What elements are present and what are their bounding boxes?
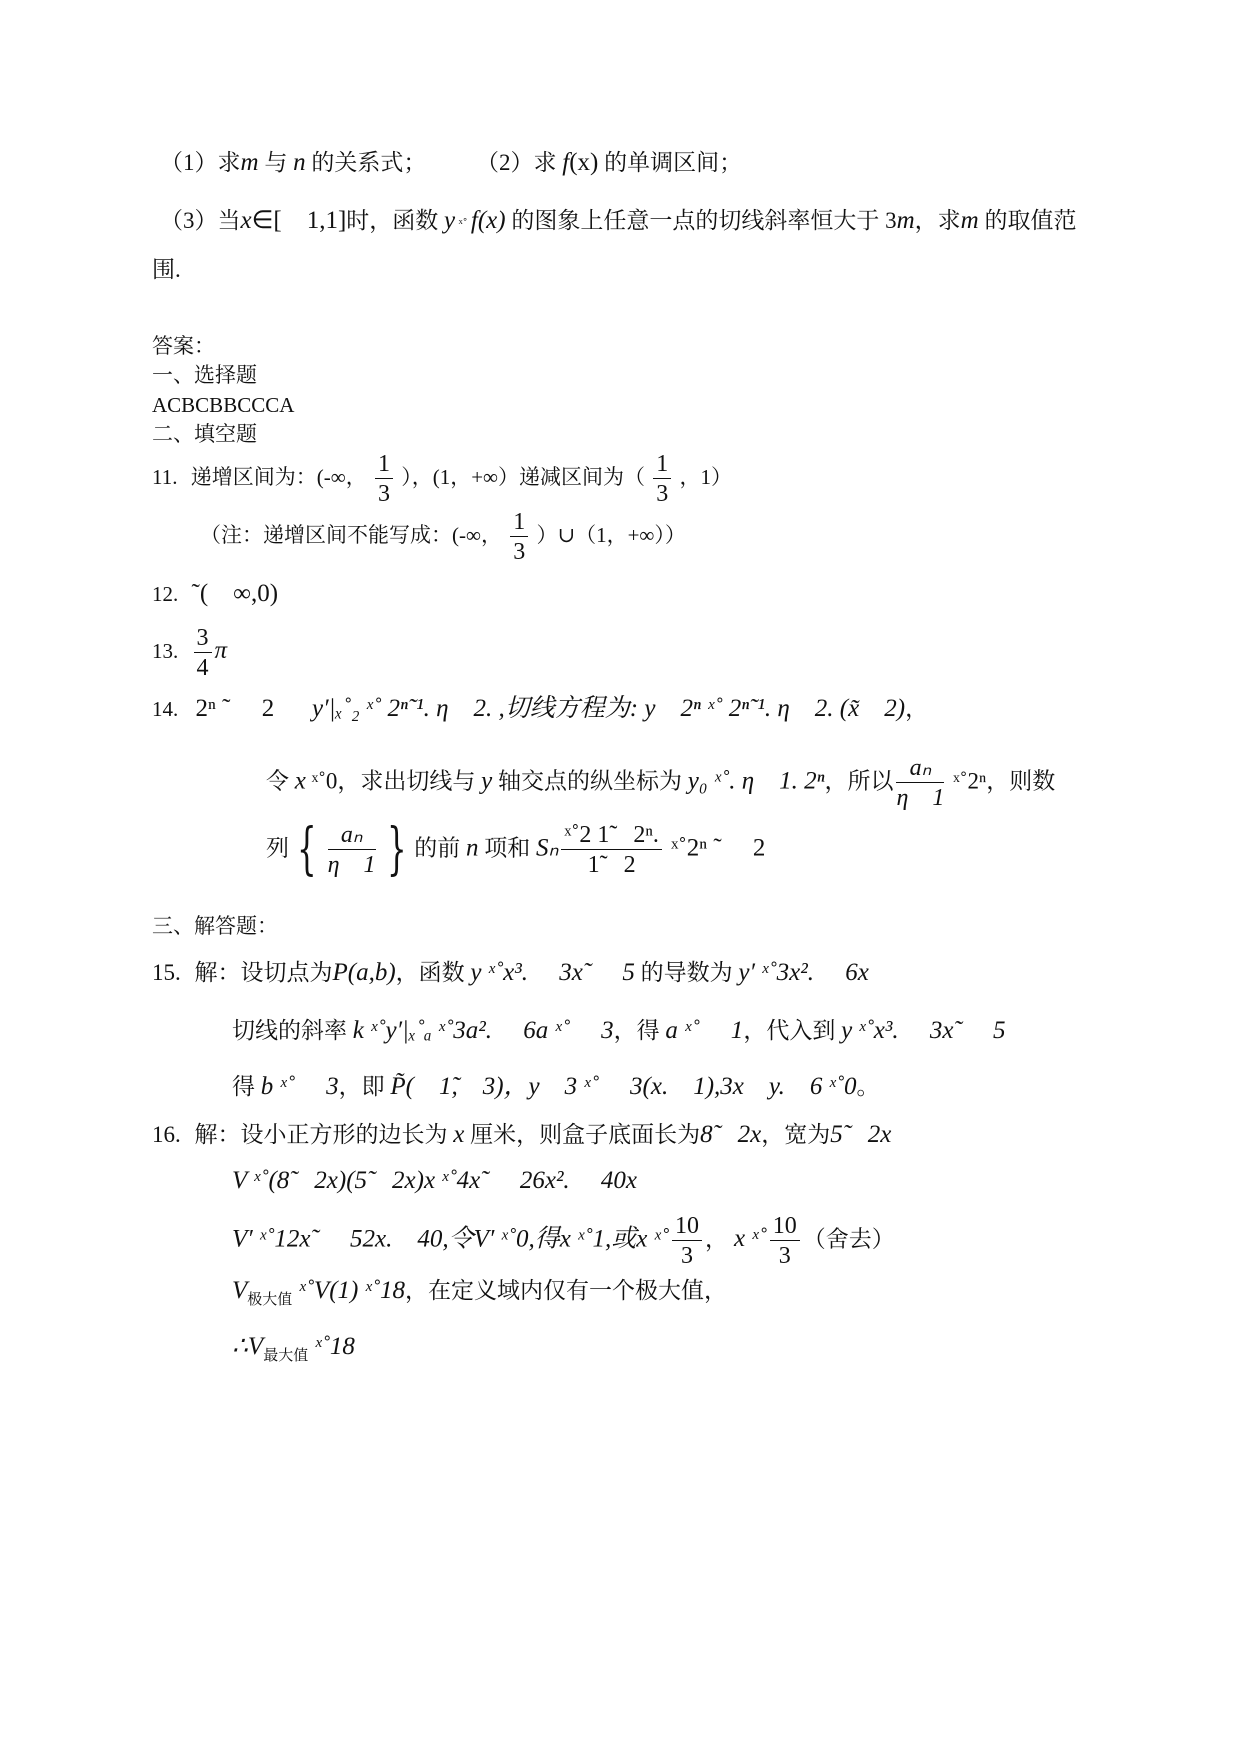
var-x: x <box>453 1121 465 1148</box>
text: ，所以 <box>824 768 894 794</box>
fraction-ten-thirds <box>672 1214 702 1268</box>
answer-11 <box>152 452 732 506</box>
answer-12 <box>152 581 278 606</box>
fraction-den: 1̃ 2 <box>587 852 636 878</box>
text: 的导数为 <box>634 960 739 985</box>
text: ˣ˚0，求出切线与 <box>305 768 482 794</box>
func-fx: f(x) <box>470 207 506 234</box>
fraction-num: ˣ˚2 1̃ 2ⁿ. <box>561 823 662 850</box>
answer-12-value: ˜( ∞,0) <box>191 580 279 607</box>
text: 令 <box>266 768 295 794</box>
var-n: n <box>465 834 479 862</box>
answer-16-line4 <box>232 1278 727 1308</box>
section-1-answers <box>152 395 294 416</box>
text: 解：设切点为 <box>194 960 333 985</box>
question-part-2 <box>476 150 742 175</box>
question-part-3 <box>160 208 1076 233</box>
text: ˣ˚2ⁿ，则数 <box>947 768 1056 794</box>
part3-mid2: 的图象上任意一点的切线斜率恒大于 3 <box>505 208 897 233</box>
answer-11-text1: 递增区间为：(-∞， <box>190 464 367 489</box>
answer-number: 16. <box>152 1122 181 1147</box>
var-x: x <box>294 767 306 795</box>
answer-16-line3 <box>232 1214 895 1268</box>
fraction-num: 10 <box>770 1214 800 1241</box>
text: ，代入到 <box>743 1018 842 1043</box>
question-part-3-wrap <box>152 258 181 281</box>
var-m: m <box>896 207 915 234</box>
part3-mid3: ，求 <box>914 208 961 233</box>
answer-number: 15. <box>152 960 181 985</box>
section-3-title-text: 三、解答题： <box>152 914 278 938</box>
part3-text: （3）当 <box>160 208 241 233</box>
fraction-den: η 1 <box>327 852 376 878</box>
answer-16-line2 <box>232 1168 637 1193</box>
fraction-an-over-n1 <box>328 823 376 877</box>
answer-14-deriv <box>312 696 928 721</box>
answer-11-note <box>200 510 686 564</box>
section-2-title-text: 二、填空题 <box>152 422 257 446</box>
answer-15-line1 <box>152 960 869 985</box>
fraction-one-third <box>510 510 528 564</box>
point-p: P(a,b) <box>332 959 396 986</box>
text: ， <box>704 1226 728 1252</box>
width-expr: 5̃ 2x <box>830 1121 892 1148</box>
answer-14-derivative: y′|ₓ˚₂ ˣ˚ 2ⁿ˜¹. η 2. ,切线方程为: y 2ⁿ ˣ˚ 2ⁿ˜¹. η 2. (x̃ 2) <box>312 695 906 722</box>
answers-label-text: 答案： <box>152 334 215 358</box>
part3-mid: 时，函数 <box>346 208 445 233</box>
var-x: x <box>240 207 252 234</box>
text: ，得 <box>613 1018 666 1043</box>
volume-expr: V ˣ˚(8̃ 2x)(5̃ 2x)x ˣ˚4x˜ 26x². 40x <box>232 1167 638 1194</box>
pi-symbol: π <box>214 636 228 664</box>
text: 的前 <box>414 835 466 861</box>
subscript: 极大值 <box>247 1292 293 1308</box>
text: 。 <box>856 1074 880 1099</box>
part3-suffix: 的取值范 <box>978 208 1077 233</box>
choice-answers: ACBCBBCCCA <box>152 393 295 417</box>
part3-wrap: 围. <box>152 257 181 282</box>
answer-11-note-2: ）∪（1，+∞）） <box>536 522 686 547</box>
section-3-title <box>152 916 278 937</box>
subscript: 最大值 <box>263 1348 309 1364</box>
derivative-expr: V′ ˣ˚12x˜ 52x. 40,令V′ ˣ˚0,得x ˣ˚1,或x ˣ˚ <box>232 1225 669 1253</box>
func-arg: (x) <box>569 149 599 176</box>
part1-text-mid: 与 <box>258 150 294 175</box>
comma: ， <box>905 696 929 721</box>
section-2-title <box>152 424 257 445</box>
fraction-num: aₙ <box>328 823 376 850</box>
fraction-num: 1 <box>375 452 393 479</box>
fraction-num: 1 <box>653 452 671 479</box>
fraction-an-over-n1 <box>896 756 944 810</box>
answer-14-line3 <box>266 817 766 882</box>
fraction-one-third <box>375 452 393 506</box>
answers-label <box>152 336 215 357</box>
text: ˣ˚2ⁿ ˜ 2 <box>664 834 766 862</box>
text: ，宽为 <box>761 1122 831 1147</box>
func-f: f <box>562 149 570 176</box>
b-value: b ˣ˚ 3 <box>260 1073 339 1100</box>
answer-14 <box>152 696 274 721</box>
tangent-line: P̃( 1̃, 3)，y 3 ˣ˚ 3(x. 1),3x y. 6 ˣ˚0 <box>390 1073 857 1100</box>
function-expr: y ˣ˚x³. 3x˜ 5 <box>470 959 635 986</box>
answer-11-note-1: （注：递增区间不能写成：(-∞， <box>200 522 502 547</box>
var-y: y <box>444 207 456 234</box>
text: ，即 <box>338 1074 391 1099</box>
text: 列 <box>266 835 289 861</box>
part1-suffix: 的关系式； <box>305 150 427 175</box>
sum-s-n: Sₙ <box>535 834 559 862</box>
text: 解：设小正方形的边长为 <box>194 1122 454 1147</box>
text: ，在定义域内仅有一个极大值， <box>404 1278 727 1303</box>
max-value-expr: ˣ˚18 <box>308 1333 355 1360</box>
answer-15-line3 <box>232 1074 879 1099</box>
fraction-one-third <box>653 452 671 506</box>
fraction-den: η 1 <box>896 785 945 811</box>
fraction-den: 3 <box>778 1243 791 1269</box>
max-value-expr: ˣ˚V(1) ˣ˚18 <box>292 1277 405 1304</box>
eq-glyph: ˣ˚ <box>455 217 471 232</box>
text: 项和 <box>478 835 536 861</box>
answer-number: 11. <box>152 464 178 489</box>
length-expr: 8̃ 2x <box>700 1121 762 1148</box>
part1-text: （1）求 <box>160 150 241 175</box>
fraction-den: 3 <box>680 1243 693 1269</box>
fraction-den: 3 <box>513 539 526 565</box>
fraction-den: 4 <box>196 655 209 681</box>
var-m: m <box>240 149 259 176</box>
fraction-num: 10 <box>672 1214 702 1241</box>
text: 轴交点的纵坐标为 <box>492 768 688 794</box>
question-part-1 <box>160 150 426 175</box>
answer-number: 12. <box>152 582 179 606</box>
section-1-title <box>152 365 257 386</box>
answer-number: 13. <box>152 638 179 663</box>
text: （舍去） <box>802 1226 895 1252</box>
text: 厘米，则盒子底面长为 <box>464 1122 701 1147</box>
fraction-num: aₙ <box>896 756 944 783</box>
section-1-title-text: 一、选择题 <box>152 363 257 387</box>
var-v: V <box>232 1277 248 1304</box>
fraction-num: 3 <box>194 626 212 653</box>
text: 切线的斜率 <box>232 1018 353 1043</box>
left-brace-icon: { <box>297 817 317 882</box>
part2-text: （2）求 <box>476 150 563 175</box>
x-expr: x ˣ˚ <box>733 1225 767 1253</box>
text: 得 <box>232 1074 261 1099</box>
answer-11-text3: ，1） <box>679 464 733 489</box>
answer-13 <box>152 626 227 680</box>
text: ，函数 <box>395 960 471 985</box>
fraction-ten-thirds <box>770 1214 800 1268</box>
function-expr: y ˣ˚x³. 3x˜ 5 <box>841 1017 1006 1044</box>
y-intercept-expr: y₀ ˣ˚. η 1. 2ⁿ <box>687 767 825 795</box>
answer-15-line2 <box>232 1018 1006 1043</box>
interval: [ 1,1] <box>273 207 347 234</box>
symbol-in: ∈ <box>251 207 274 234</box>
fraction-num: 1 <box>510 510 528 537</box>
therefore-v: ∴V <box>232 1333 264 1360</box>
derivative-expr: y′ ˣ˚3x². 6x <box>738 959 869 986</box>
answer-16-line5 <box>232 1334 355 1364</box>
part2-suffix: 的单调区间； <box>598 150 743 175</box>
var-y: y <box>481 767 493 795</box>
fraction-sum <box>561 823 662 877</box>
fraction-den: 3 <box>377 481 390 507</box>
fraction-den: 3 <box>656 481 669 507</box>
answer-16-line1 <box>152 1122 891 1147</box>
answer-14-line2 <box>266 756 1055 810</box>
answer-11-text2: ），(1，+∞）递减区间为（ <box>401 464 646 489</box>
right-brace-icon: } <box>386 817 407 882</box>
fraction-three-quarters <box>194 626 212 680</box>
a-value: a ˣ˚ 1 <box>665 1017 744 1044</box>
answer-14-value: 2ⁿ ˜ 2 <box>195 695 275 722</box>
var-m: m <box>960 207 979 234</box>
slope-expr: k ˣ˚y′|ₓ˚ₐ ˣ˚3a². 6a ˣ˚ 3 <box>352 1017 614 1044</box>
answer-number: 14. <box>152 697 179 721</box>
var-n: n <box>293 149 306 176</box>
